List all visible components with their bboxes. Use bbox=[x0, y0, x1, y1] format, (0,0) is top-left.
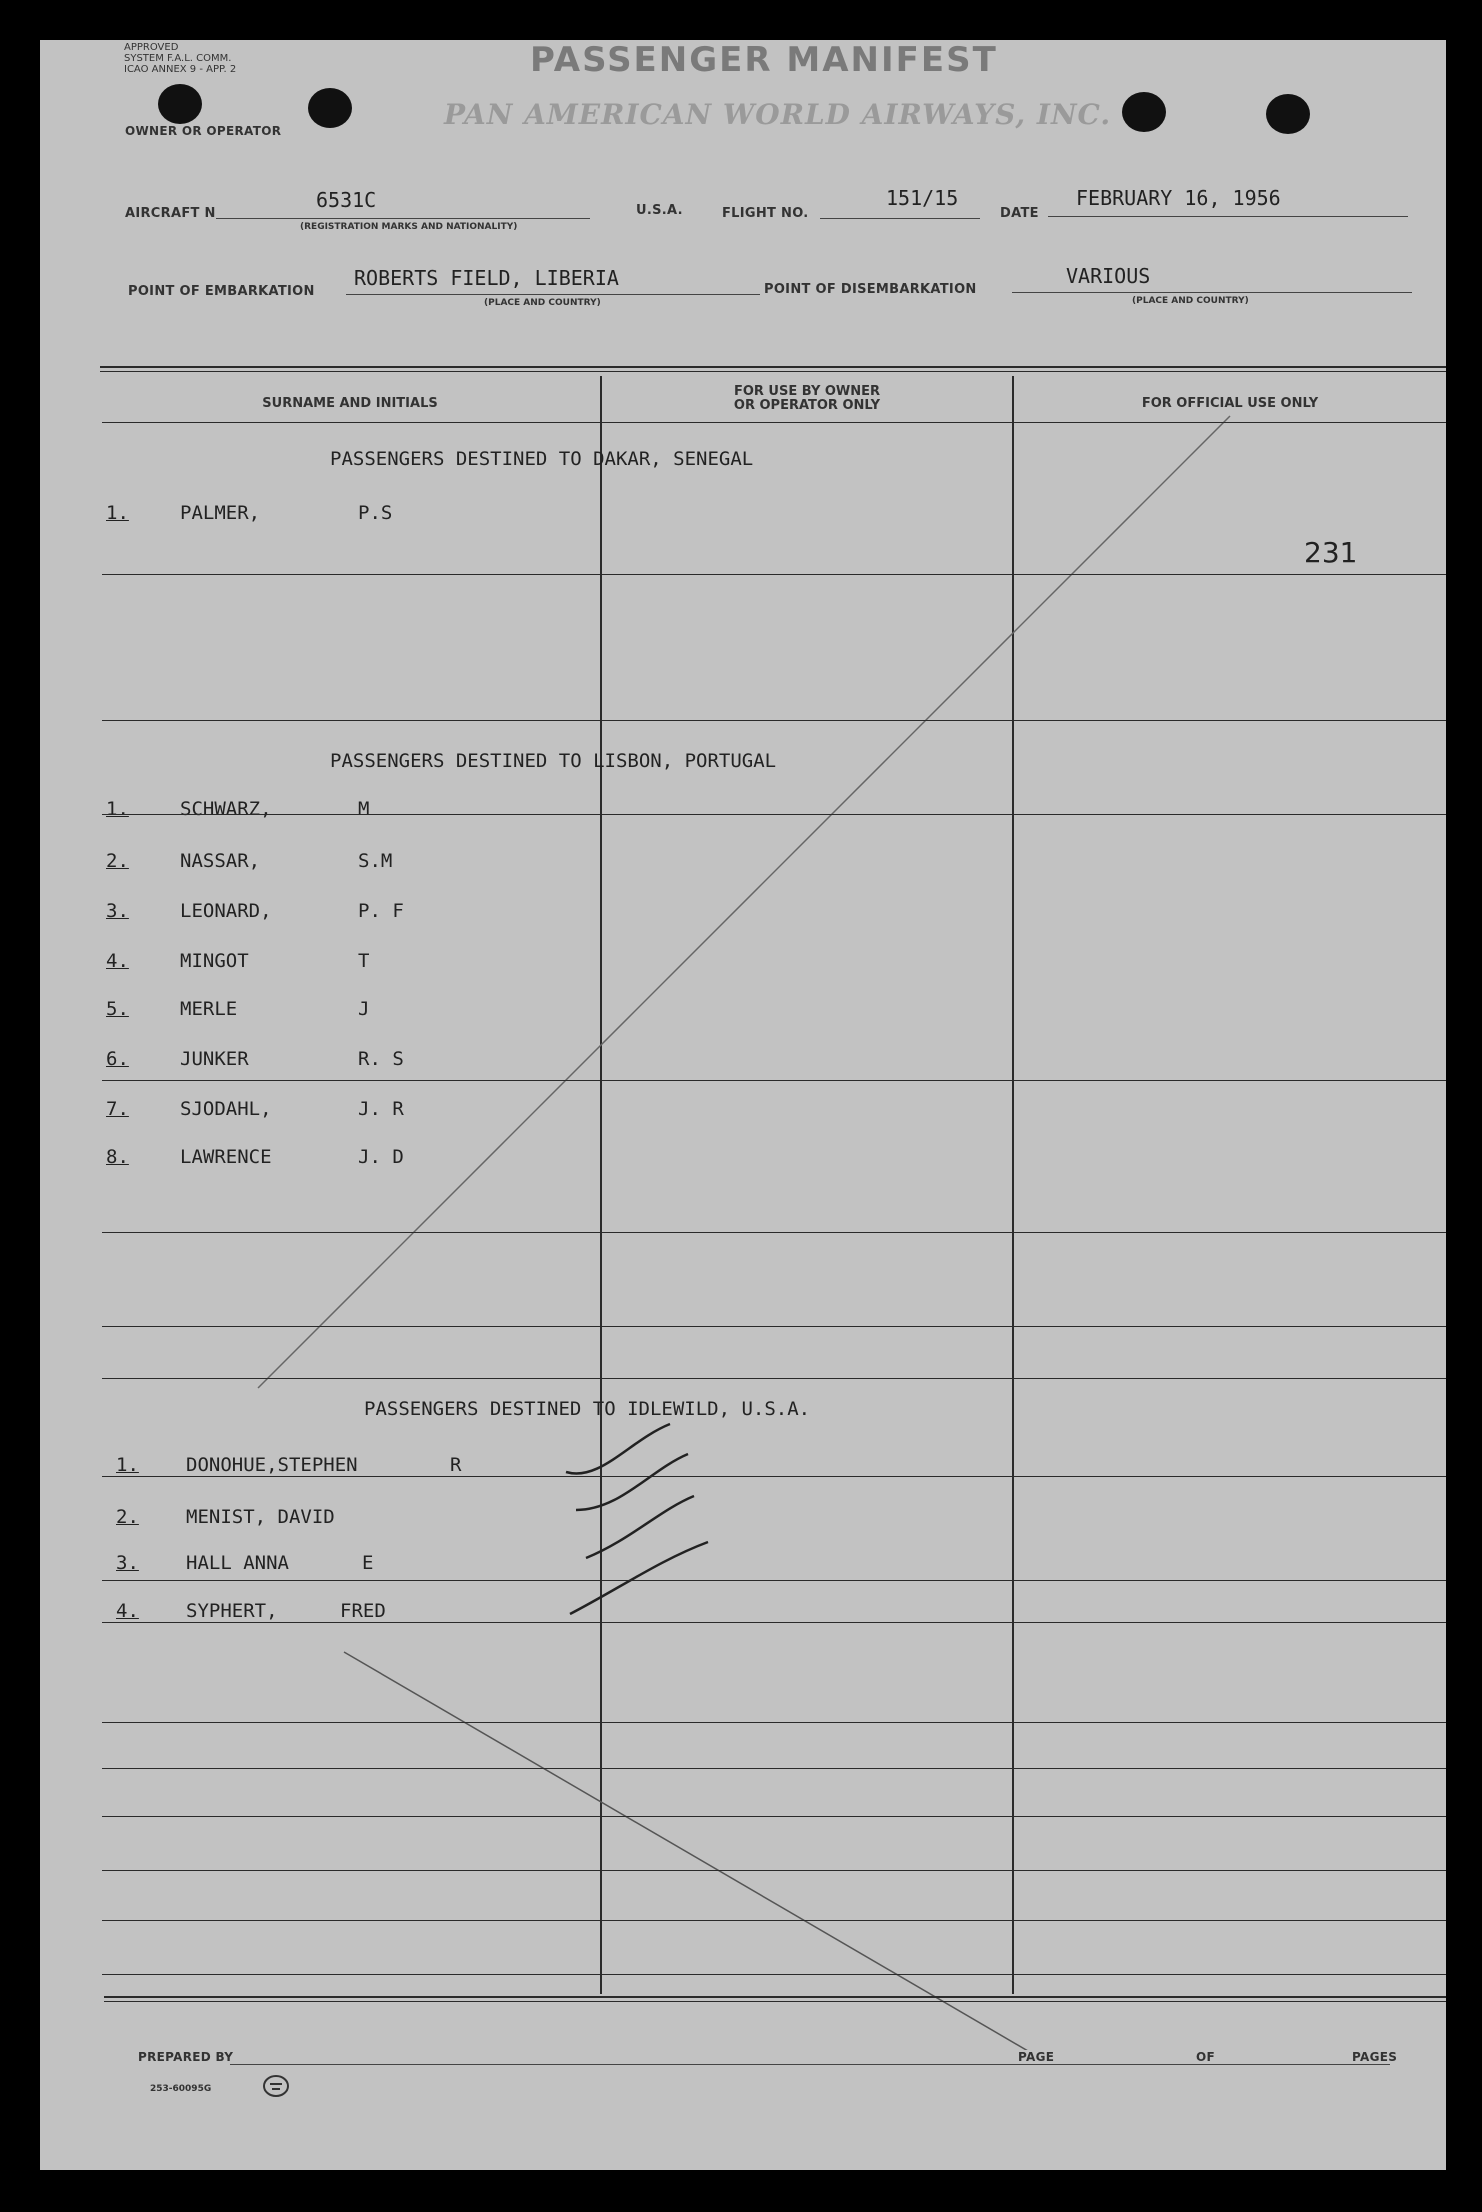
passenger-initials: T bbox=[358, 950, 370, 972]
table-rule bbox=[102, 1378, 1446, 1379]
passenger-surname: SCHWARZ, bbox=[180, 798, 272, 820]
flight-value: 151/15 bbox=[886, 186, 959, 210]
passenger-surname: DONOHUE,STEPHEN bbox=[186, 1454, 358, 1476]
passenger-surname: MINGOT bbox=[180, 950, 249, 972]
aircraft-value: 6531C bbox=[316, 188, 377, 212]
pages-label: PAGES bbox=[1352, 2050, 1398, 2064]
column-header-surname: SURNAME AND INITIALS bbox=[262, 396, 438, 411]
destination-heading: PASSENGERS DESTINED TO LISBON, PORTUGAL bbox=[330, 750, 777, 772]
passenger-number: 2. bbox=[106, 850, 129, 872]
passenger-number: 7. bbox=[106, 1098, 129, 1120]
owner-label: OWNER OR OPERATOR bbox=[125, 124, 282, 138]
embark-value: ROBERTS FIELD, LIBERIA bbox=[354, 266, 619, 290]
disembark-sub-label: (PLACE AND COUNTRY) bbox=[1132, 296, 1249, 306]
passenger-number: 6. bbox=[106, 1048, 129, 1070]
passenger-number: 4. bbox=[106, 950, 129, 972]
aircraft-sub-label: (REGISTRATION MARKS AND NATIONALITY) bbox=[300, 222, 518, 232]
table-rule bbox=[102, 1920, 1446, 1921]
passenger-surname: HALL ANNA bbox=[186, 1552, 289, 1574]
union-bug-icon bbox=[262, 2072, 290, 2100]
passenger-initials: R. S bbox=[358, 1048, 404, 1070]
passenger-number: 1. bbox=[106, 502, 129, 524]
approval-line-1: APPROVED bbox=[124, 42, 179, 53]
passenger-surname: LAWRENCE bbox=[180, 1146, 272, 1168]
embark-label: POINT OF EMBARKATION bbox=[128, 284, 315, 299]
disembark-label: POINT OF DISEMBARKATION bbox=[764, 282, 977, 297]
flight-label: FLIGHT NO. bbox=[722, 206, 809, 221]
table-rule bbox=[102, 720, 1446, 721]
passenger-initials: P.S bbox=[358, 502, 393, 524]
table-rule bbox=[102, 1722, 1446, 1723]
table-rule bbox=[102, 1870, 1446, 1871]
manifest-page bbox=[40, 40, 1446, 2170]
table-rule bbox=[102, 1622, 1446, 1623]
passenger-initials: R bbox=[450, 1454, 462, 1476]
embark-sub-label: (PLACE AND COUNTRY) bbox=[484, 298, 601, 308]
table-rule bbox=[102, 1974, 1446, 1975]
passenger-surname: SJODAHL, bbox=[180, 1098, 272, 1120]
page-title: PASSENGER MANIFEST bbox=[530, 40, 998, 80]
passenger-initials: J. D bbox=[358, 1146, 404, 1168]
table-rule bbox=[102, 422, 1446, 423]
destination-heading: PASSENGERS DESTINED TO IDLEWILD, U.S.A. bbox=[364, 1398, 811, 1420]
passenger-number: 4. bbox=[116, 1600, 139, 1622]
passenger-surname: SYPHERT, bbox=[186, 1600, 278, 1622]
passenger-initials: FRED bbox=[340, 1600, 386, 1622]
operator-name: PAN AMERICAN WORLD AIRWAYS, INC. bbox=[444, 98, 1112, 131]
passenger-surname: MENIST, DAVID bbox=[186, 1506, 335, 1528]
passenger-number: 5. bbox=[106, 998, 129, 1020]
prepared-by-label: PREPARED BY bbox=[138, 2050, 234, 2064]
table-rule bbox=[102, 1326, 1446, 1327]
passenger-number: 8. bbox=[106, 1146, 129, 1168]
column-header-owner-use-2: OR OPERATOR ONLY bbox=[733, 398, 881, 413]
table-rule bbox=[102, 814, 1446, 815]
form-number: 253-60095G bbox=[150, 2084, 212, 2094]
destination-heading: PASSENGERS DESTINED TO DAKAR, SENEGAL bbox=[330, 448, 754, 470]
page-label: PAGE bbox=[1018, 2050, 1055, 2064]
column-header-owner-use-1: FOR USE BY OWNER bbox=[733, 384, 881, 399]
official-note: 231 bbox=[1304, 536, 1358, 569]
column-header-official: FOR OFFICIAL USE ONLY bbox=[1141, 396, 1319, 411]
passenger-surname: LEONARD, bbox=[180, 900, 272, 922]
table-rule bbox=[102, 1232, 1446, 1233]
passenger-surname: MERLE bbox=[180, 998, 238, 1020]
passenger-surname: JUNKER bbox=[180, 1048, 249, 1070]
table-rule bbox=[102, 1476, 1446, 1477]
approval-line-3: ICAO ANNEX 9 - APP. 2 bbox=[124, 64, 237, 75]
date-value: FEBRUARY 16, 1956 bbox=[1076, 186, 1281, 210]
passenger-initials: P. F bbox=[358, 900, 404, 922]
passenger-initials: E bbox=[362, 1552, 374, 1574]
approval-line-2: SYSTEM F.A.L. COMM. bbox=[124, 53, 232, 64]
table-rule bbox=[102, 574, 1446, 575]
table-rule bbox=[102, 1580, 1446, 1581]
table-rule bbox=[102, 1080, 1446, 1081]
passenger-initials: J. R bbox=[358, 1098, 404, 1120]
passenger-initials: S.M bbox=[358, 850, 393, 872]
table-rule bbox=[102, 1816, 1446, 1817]
passenger-number: 1. bbox=[116, 1454, 139, 1476]
table-rule bbox=[102, 1768, 1446, 1769]
disembark-value: VARIOUS bbox=[1066, 264, 1151, 288]
passenger-number: 3. bbox=[116, 1552, 139, 1574]
of-label: OF bbox=[1196, 2050, 1215, 2064]
passenger-surname: PALMER, bbox=[180, 502, 261, 524]
aircraft-label: AIRCRAFT N bbox=[125, 206, 216, 221]
passenger-number: 2. bbox=[116, 1506, 139, 1528]
passenger-initials: J bbox=[358, 998, 370, 1020]
passenger-number: 1. bbox=[106, 798, 129, 820]
passenger-initials: M bbox=[358, 798, 370, 820]
passenger-number: 3. bbox=[106, 900, 129, 922]
usa-label: U.S.A. bbox=[636, 203, 683, 218]
passenger-surname: NASSAR, bbox=[180, 850, 261, 872]
date-label: DATE bbox=[1000, 206, 1039, 221]
